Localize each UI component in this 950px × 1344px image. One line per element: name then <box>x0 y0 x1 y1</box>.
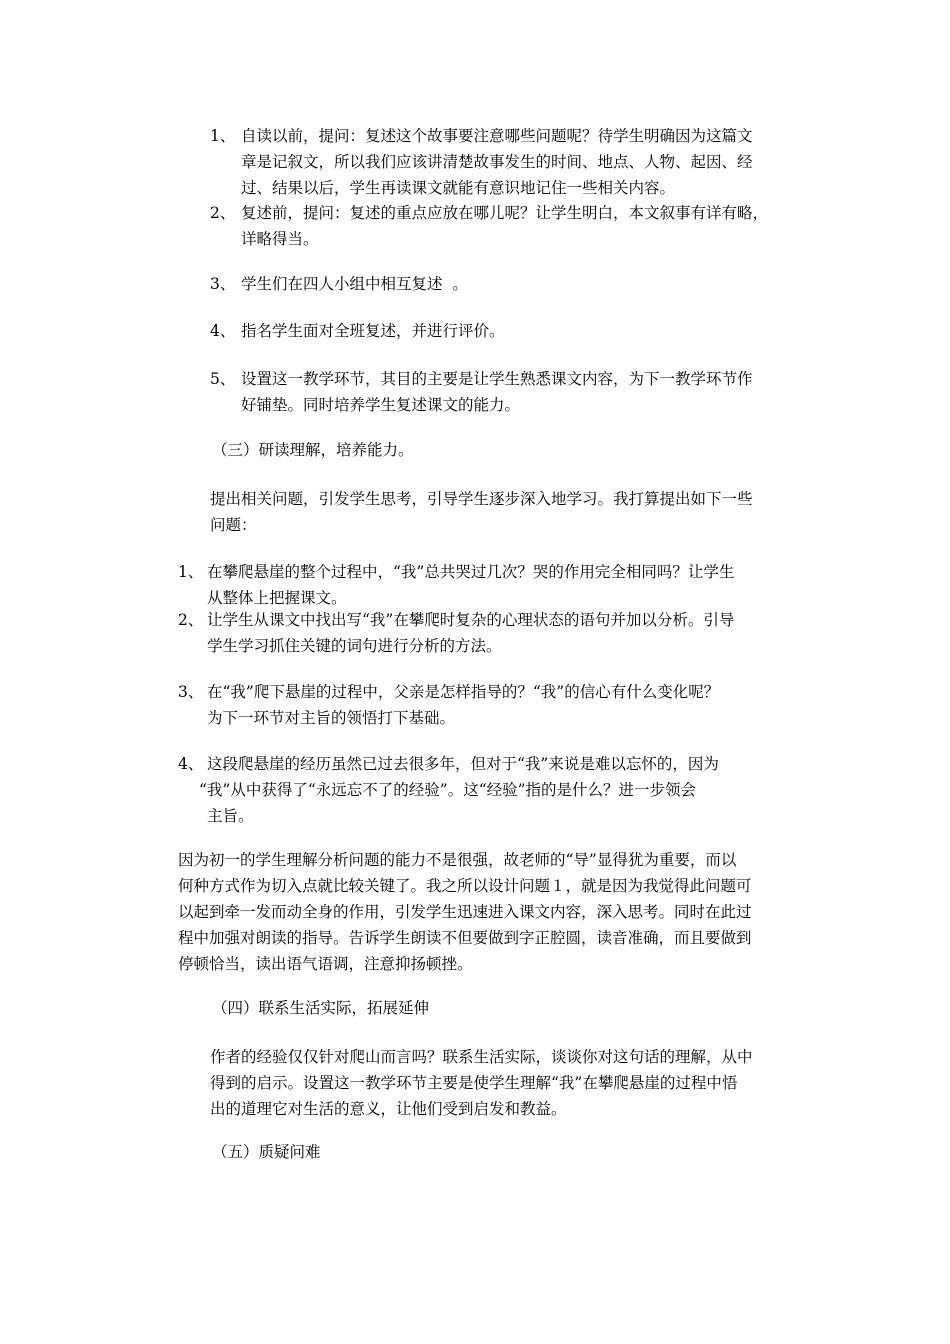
list-text-line: 学生学习抓住关键的词句进行分析的方法。 <box>207 637 502 655</box>
list-text-line: 这段爬悬崖的经历虽然已过去很多年，但对于“我”来说是难以忘怀的，因为 <box>207 755 719 773</box>
list-number: 1、 <box>210 127 236 145</box>
list-number: 3、 <box>210 275 236 293</box>
section-heading: （三）研读理解，培养能力。 <box>212 441 414 459</box>
list-text-line: 过、结果以后，学生再读课文就能有意识地记住一些相关内容。 <box>241 179 676 197</box>
list-text-line: 好铺垫。同时培养学生复述课文的能力。 <box>241 396 521 414</box>
paragraph-line: 停顿恰当，读出语气语调，注意抑扬顿挫。 <box>178 955 473 973</box>
list-text-line: 在攀爬悬崖的整个过程中，“我”总共哭过几次？哭的作用完全相同吗？让学生 <box>207 563 735 581</box>
paragraph-line: 何种方式作为切入点就比较关键了。我之所以设计问题１，就是因为我觉得此问题可 <box>178 877 752 895</box>
list-number: 5、 <box>210 370 236 388</box>
section-heading: （四）联系生活实际，拓展延伸 <box>212 999 430 1017</box>
list-text-line: 详略得当。 <box>241 230 319 248</box>
list-text-line: 主旨。 <box>207 807 254 825</box>
list-text-line: 章是记叙文，所以我们应该讲清楚故事发生的时间、地点、人物、起因、经 <box>241 153 753 171</box>
paragraph-line: 作者的经验仅仅针对爬山而言吗？联系生活实际，谈谈你对这句话的理解，从中 <box>210 1048 753 1066</box>
paragraph-line: 因为初一的学生理解分析问题的能力不是很强，故老师的“导”显得犹为重要，而以 <box>178 851 737 869</box>
list-text-line: 在“我”爬下悬崖的过程中，父亲是怎样指导的？“我”的信心有什么变化呢？ <box>207 683 720 701</box>
list-text-line: 为下一环节对主旨的领悟打下基础。 <box>207 709 456 727</box>
paragraph-line: 得到的启示。设置这一教学环节主要是使学生理解“我”在攀爬悬崖的过程中悟 <box>210 1074 738 1092</box>
paragraph-line: 出的道理它对生活的意义，让他们受到启发和教益。 <box>210 1100 567 1118</box>
list-text-line: 自读以前，提问：复述这个故事要注意哪些问题呢？待学生明确因为这篇文 <box>241 127 753 145</box>
list-number: 1、 <box>178 563 204 581</box>
list-text-line: 指名学生面对全班复述，并进行评价。 <box>241 322 505 340</box>
paragraph-line: 程中加强对朗读的指导。告诉学生朗读不但要做到字正腔圆，读音准确，而且要做到 <box>178 929 752 947</box>
list-text-line: 从整体上把握课文。 <box>207 589 347 607</box>
list-number: 3、 <box>178 683 204 701</box>
list-number: 2、 <box>178 611 204 629</box>
list-text-line: 让学生从课文中找出写“我”在攀爬时复杂的心理状态的语句并加以分析。引导 <box>207 611 735 629</box>
list-text-line: “我”从中获得了“永远忘不了的经验”。这“经验”指的是什么？进一步领会 <box>199 781 697 799</box>
list-text-line: 学生们在四人小组中相互复述 。 <box>241 275 468 293</box>
list-number: 2、 <box>210 204 236 222</box>
paragraph-line: 提出相关问题，引发学生思考，引导学生逐步深入地学习。我打算提出如下一些 <box>210 490 753 508</box>
list-number: 4、 <box>178 755 204 773</box>
list-number: 4、 <box>210 322 236 340</box>
list-text-line: 设置这一教学环节，其目的主要是让学生熟悉课文内容，为下一教学环节作 <box>241 370 753 388</box>
section-heading: （五）质疑问难 <box>212 1143 321 1161</box>
paragraph-line: 以起到牵一发而动全身的作用，引发学生迅速进入课文内容，深入思考。同时在此过 <box>178 903 752 921</box>
paragraph-line: 问题： <box>210 516 257 534</box>
list-text-line: 复述前，提问：复述的重点应放在哪儿呢？让学生明白，本文叙事有详有略， <box>241 204 769 222</box>
